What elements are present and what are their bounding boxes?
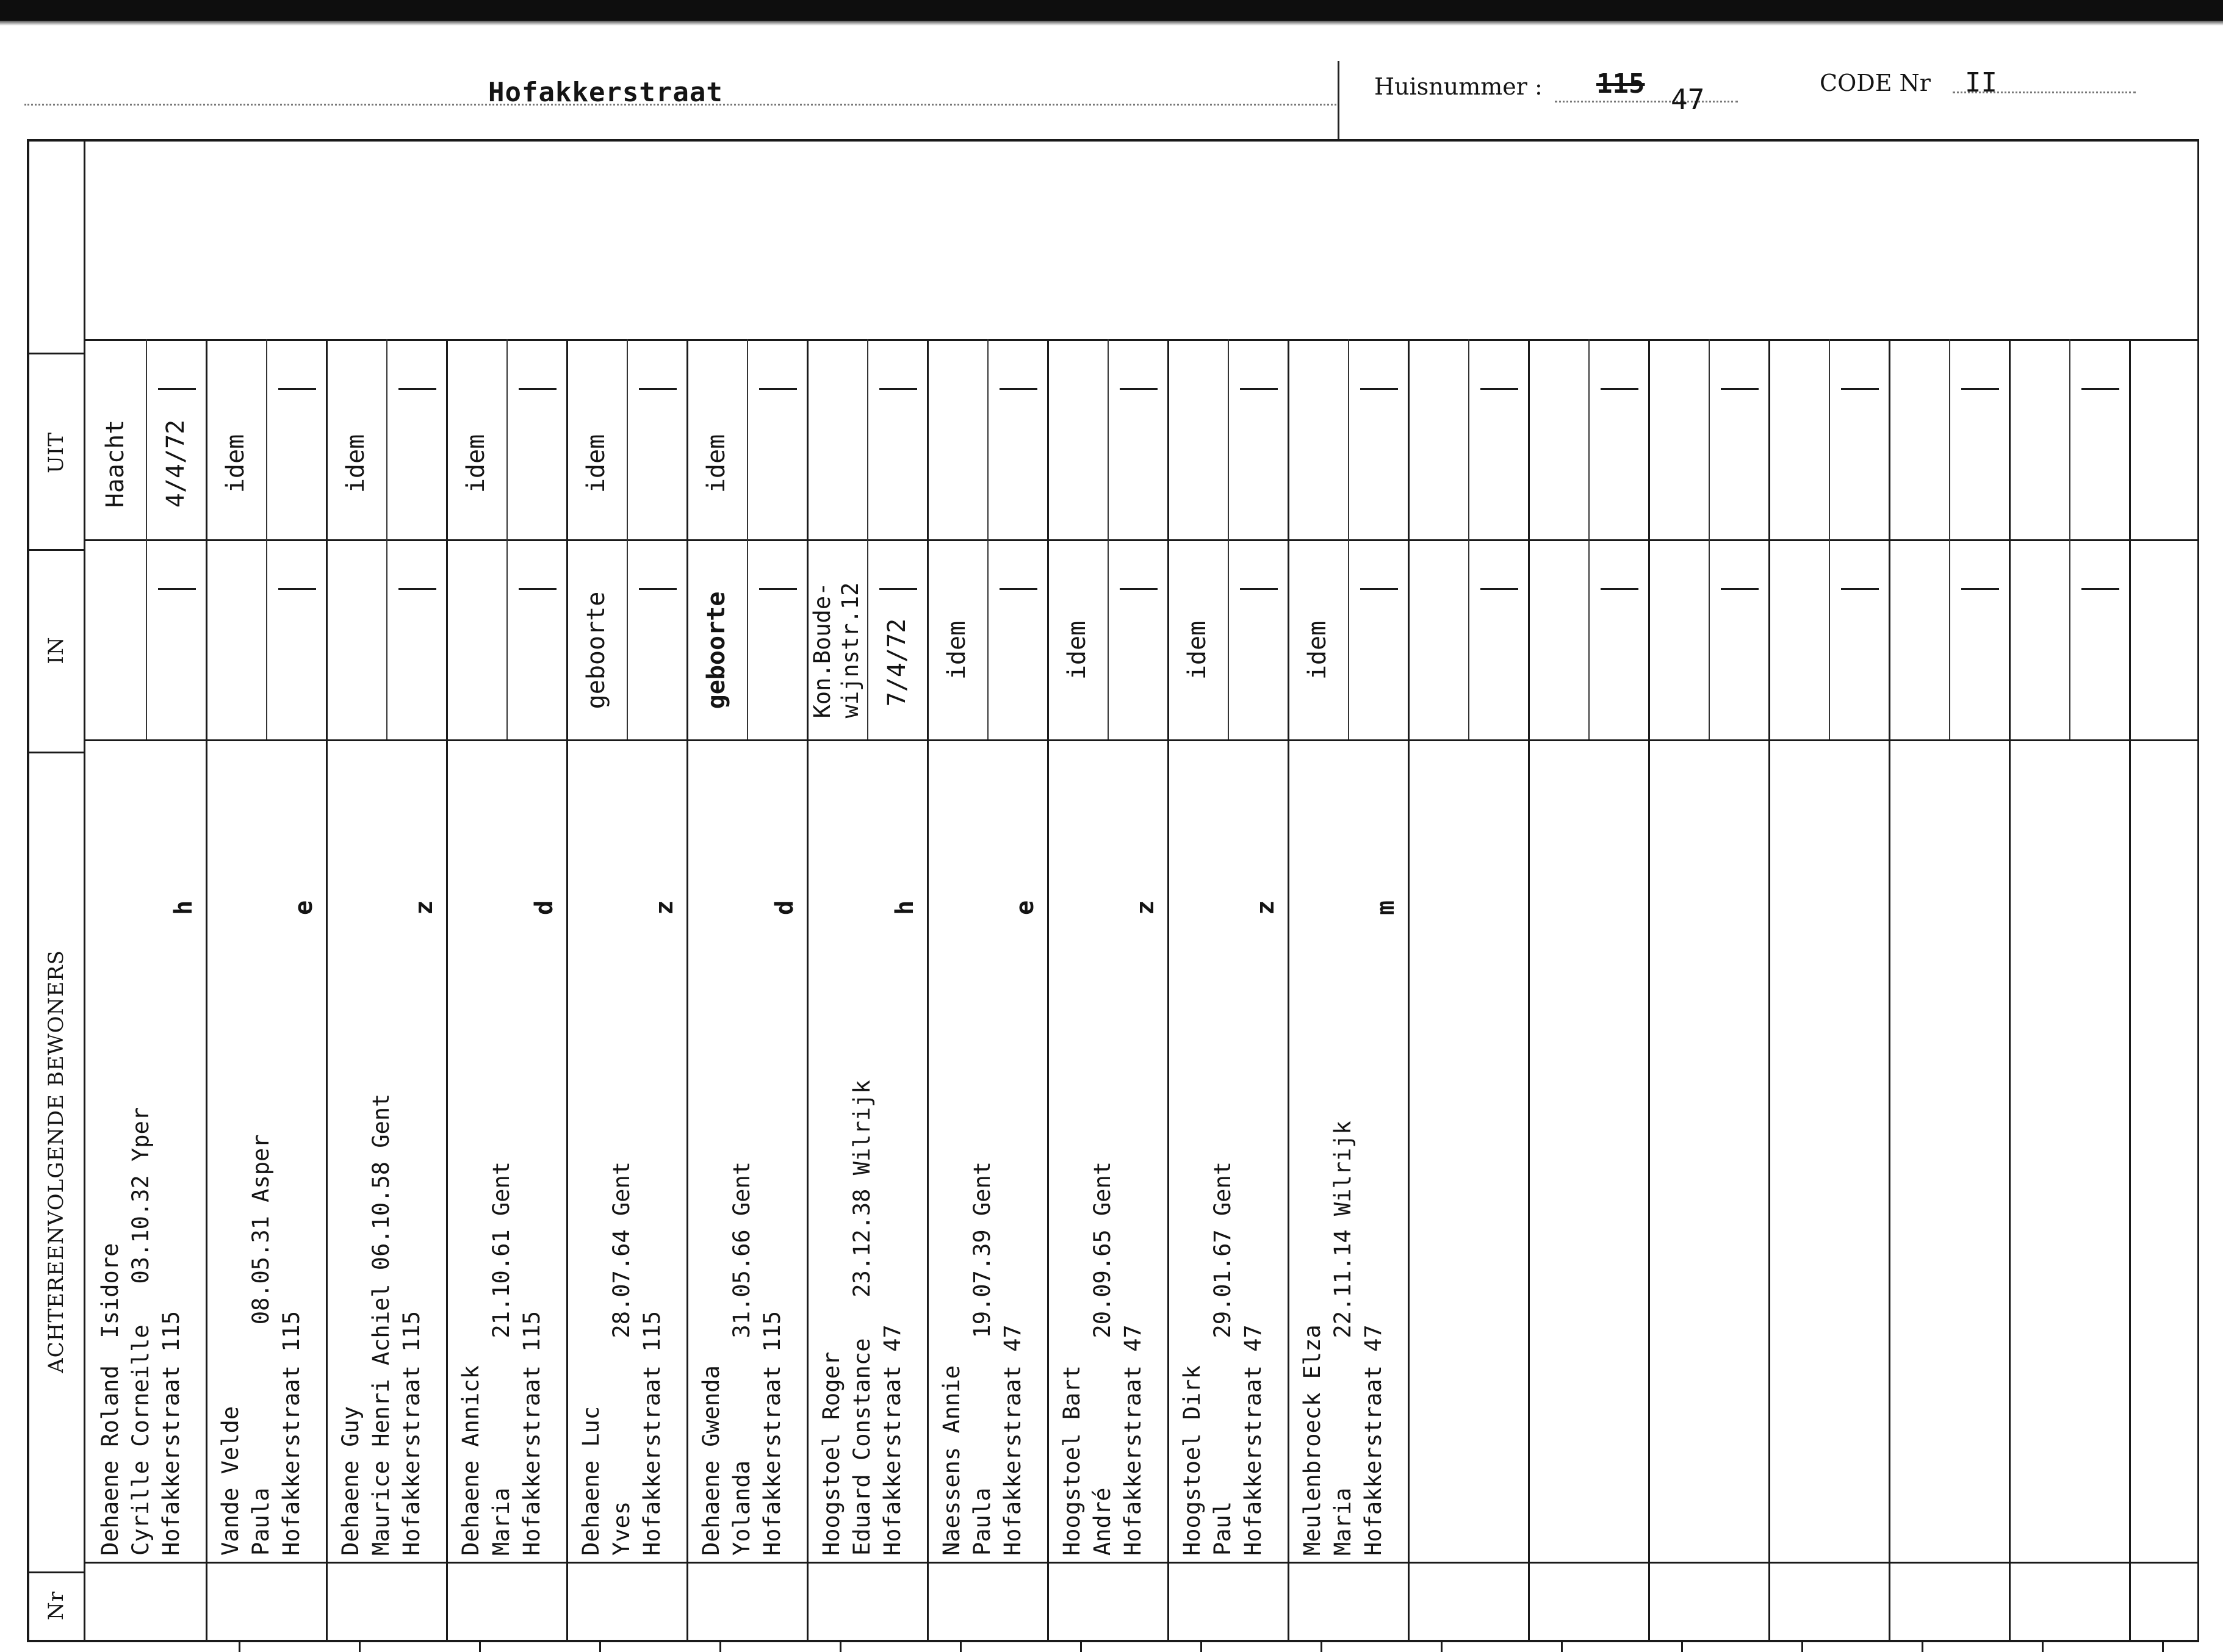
column-divider: [1648, 339, 1650, 1640]
resident-mark: z: [1131, 900, 1159, 916]
in-date: 7/4/72: [882, 618, 911, 707]
empty-dash: [1120, 588, 1158, 590]
uit-place: idem: [462, 434, 491, 494]
empty-dash: [879, 588, 917, 590]
half-divider: [1468, 339, 1469, 739]
resident-line: Maurice Henri Achiel 06.10.58 Gent: [367, 1093, 394, 1556]
resident-line: Hofakkerstraat 47: [1360, 1324, 1386, 1556]
resident-line: Hofakkerstraat 47: [879, 1324, 906, 1556]
half-divider: [506, 339, 508, 739]
in-place: geboorte: [582, 591, 611, 709]
label-rule-nr: [27, 1571, 85, 1573]
in-place: idem: [943, 620, 971, 680]
column-divider: [1167, 339, 1169, 1640]
empty-dash: [398, 388, 436, 390]
resident-line: Hoogstoel Dirk: [1178, 1365, 1205, 1556]
resident-line: Hofakkerstraat 115: [398, 1311, 425, 1556]
half-divider: [867, 339, 868, 739]
empty-dash: [1360, 588, 1398, 590]
bottom-tick: [479, 1642, 481, 1652]
label-rule-residents: [27, 752, 85, 753]
column-divider: [807, 339, 809, 1640]
resident-mark: h: [170, 900, 198, 916]
resident-mark: z: [410, 900, 438, 916]
half-divider: [386, 339, 387, 739]
empty-dash: [1961, 588, 1999, 590]
resident-entry: [937, 763, 1028, 1556]
resident-mark: m: [1372, 900, 1400, 916]
resident-entry: [215, 763, 307, 1556]
code-number-value: II: [1965, 67, 1997, 98]
bottom-tick: [1320, 1642, 1322, 1652]
empty-dash: [1000, 388, 1037, 390]
half-divider: [987, 339, 989, 739]
resident-mark: d: [771, 900, 799, 916]
uit-top-rule: [85, 339, 2199, 341]
half-divider: [1949, 339, 1950, 739]
resident-line: Eduard Constance 23.12.38 Wilrijk: [848, 1080, 875, 1556]
resident-line: Dehaene Luc: [577, 1406, 604, 1556]
empty-dash: [2081, 588, 2119, 590]
resident-entry: [336, 763, 427, 1556]
empty-dash: [1240, 388, 1278, 390]
column-divider: [1047, 339, 1049, 1640]
resident-line: Paul 29.01.67 Gent: [1209, 1161, 1236, 1556]
column-header-residents: ACHTEREENVOLGENDE BEWONERS: [44, 950, 68, 1373]
uit-place: idem: [342, 434, 370, 494]
column-divider: [326, 339, 328, 1640]
empty-dash: [759, 588, 797, 590]
column-header-in: IN: [44, 636, 68, 664]
scan-top-bar: [0, 0, 2223, 21]
in-place: idem: [1303, 620, 1332, 680]
resident-entry: [816, 763, 908, 1556]
empty-dash: [2081, 388, 2119, 390]
bottom-tick: [960, 1642, 962, 1652]
label-rule-in: [27, 549, 85, 551]
bottom-tick: [359, 1642, 361, 1652]
uit-date: 4/4/72: [161, 419, 190, 508]
empty-dash: [1841, 388, 1879, 390]
form-bottom-rule: [27, 1640, 2199, 1642]
empty-dash: [639, 588, 677, 590]
code-number-label: CODE Nr: [1820, 70, 1931, 96]
resident-line: Hofakkerstraat 47: [999, 1324, 1026, 1556]
resident-line: Vande Velde: [217, 1406, 243, 1556]
bottom-tick: [2162, 1642, 2164, 1652]
empty-dash: [158, 588, 196, 590]
resident-line: Hofakkerstraat 47: [1239, 1324, 1266, 1556]
bottom-tick: [239, 1642, 240, 1652]
bottom-tick: [1801, 1642, 1803, 1652]
resident-line: Hofakkerstraat 115: [758, 1311, 785, 1556]
empty-dash: [759, 388, 797, 390]
resident-mark: z: [1252, 900, 1280, 916]
resident-line: Maria 22.11.14 Wilrijk: [1329, 1121, 1356, 1556]
empty-dash: [1961, 388, 1999, 390]
column-header-uit: UIT: [44, 432, 68, 473]
label-rule-uit: [27, 353, 85, 354]
in-place: idem: [1183, 620, 1212, 680]
scan-top-edge: [0, 21, 2223, 26]
resident-line: Maria 21.10.61 Gent: [488, 1161, 514, 1556]
resident-line: Paula 08.05.31 Asper: [247, 1134, 274, 1556]
resident-line: Hofakkerstraat 115: [157, 1311, 184, 1556]
resident-mark: d: [530, 900, 558, 916]
column-divider: [927, 339, 929, 1640]
half-divider: [1108, 339, 1109, 739]
empty-dash: [639, 388, 677, 390]
empty-dash: [1120, 388, 1158, 390]
half-divider: [266, 339, 267, 739]
uit-place: idem: [582, 434, 611, 494]
empty-dash: [1240, 588, 1278, 590]
resident-mark: h: [891, 900, 919, 916]
column-header-nr: Nr: [44, 1590, 68, 1621]
resident-line: Dehaene Annick: [457, 1365, 484, 1556]
half-divider: [1588, 339, 1590, 739]
column-divider: [206, 339, 207, 1640]
resident-line: Hofakkerstraat 115: [278, 1311, 304, 1556]
in-place: idem: [1063, 620, 1092, 680]
resident-line: Dehaene Gwenda: [697, 1365, 724, 1556]
bottom-tick: [1922, 1642, 1923, 1652]
in-place: geboorte: [702, 591, 731, 709]
column-divider: [1768, 339, 1770, 1640]
resident-line: Hofakkerstraat 115: [638, 1311, 665, 1556]
bottom-tick: [1561, 1642, 1563, 1652]
house-number-new: 47: [1671, 83, 1705, 116]
empty-dash: [398, 588, 436, 590]
bottom-tick: [1681, 1642, 1683, 1652]
column-divider: [566, 339, 568, 1640]
column-divider: [1408, 339, 1410, 1640]
resident-entry: [456, 763, 547, 1556]
resident-line: André 20.09.65 Gent: [1089, 1161, 1115, 1556]
column-divider: [686, 339, 688, 1640]
half-divider: [146, 339, 147, 739]
half-divider: [1348, 339, 1349, 739]
resident-line: Dehaene Roland Isidore: [96, 1243, 123, 1556]
bottom-tick: [840, 1642, 841, 1652]
resident-line: Dehaene Guy: [337, 1406, 364, 1556]
bottom-tick: [599, 1642, 601, 1652]
empty-dash: [1721, 588, 1759, 590]
half-divider: [1709, 339, 1710, 739]
resident-line: Naessens Annie: [938, 1365, 965, 1556]
resident-entry: [576, 763, 668, 1556]
resident-line: Hoogstoel Bart: [1058, 1365, 1085, 1556]
half-divider: [627, 339, 628, 739]
column-divider: [2009, 339, 2011, 1640]
header-divider: [1338, 61, 1339, 140]
uit-place: idem: [222, 434, 250, 494]
bottom-tick: [1200, 1642, 1202, 1652]
in-residents-rule: [85, 739, 2199, 741]
column-divider: [2129, 339, 2131, 1640]
resident-entry: [1297, 763, 1389, 1556]
uit-in-rule: [85, 539, 2199, 541]
uit-place: idem: [702, 434, 731, 494]
resident-mark: e: [290, 900, 318, 916]
column-divider: [446, 339, 448, 1640]
half-divider: [747, 339, 748, 739]
house-number-old: 115: [1596, 68, 1645, 99]
resident-entry: [1057, 763, 1148, 1556]
empty-dash: [158, 388, 196, 390]
bottom-tick: [719, 1642, 721, 1652]
resident-mark: e: [1011, 900, 1039, 916]
column-label-strip: [27, 139, 85, 1641]
uit-place: Haacht: [101, 419, 130, 508]
empty-dash: [1480, 388, 1518, 390]
bottom-tick: [2042, 1642, 2044, 1652]
empty-dash: [278, 588, 316, 590]
in-place: Kon.Boude- wijnstr.12: [809, 582, 864, 719]
resident-line: Paula 19.07.39 Gent: [968, 1161, 995, 1556]
resident-entry: [95, 763, 187, 1556]
column-divider: [1288, 339, 1289, 1640]
house-number-dotted-line: [1555, 101, 1738, 102]
empty-dash: [879, 388, 917, 390]
empty-dash: [1721, 388, 1759, 390]
residents-nr-rule: [85, 1562, 2199, 1564]
bottom-tick: [1441, 1642, 1443, 1652]
resident-line: Meulenbroeck Elza: [1299, 1324, 1325, 1556]
empty-dash: [1601, 588, 1638, 590]
resident-line: Hofakkerstraat 47: [1119, 1324, 1146, 1556]
empty-dash: [1360, 388, 1398, 390]
resident-mark: z: [650, 900, 679, 916]
empty-dash: [1000, 588, 1037, 590]
half-divider: [1829, 339, 1830, 739]
column-divider: [1889, 339, 1890, 1640]
empty-dash: [1601, 388, 1638, 390]
house-number-label: Huisnummer :: [1374, 73, 1543, 100]
resident-line: Cyrille Corneille 03.10.32 Yper: [127, 1107, 154, 1556]
resident-line: Hofakkerstraat 115: [518, 1311, 545, 1556]
column-divider: [1528, 339, 1530, 1640]
empty-dash: [519, 388, 557, 390]
empty-dash: [519, 588, 557, 590]
resident-entry: [1177, 763, 1269, 1556]
half-divider: [1228, 339, 1229, 739]
empty-dash: [278, 388, 316, 390]
resident-line: Hoogstoel Roger: [818, 1351, 845, 1556]
half-divider: [2069, 339, 2070, 739]
resident-entry: [696, 763, 788, 1556]
resident-line: Yolanda 31.05.66 Gent: [728, 1161, 755, 1556]
empty-dash: [1841, 588, 1879, 590]
street-name: Hofakkerstraat: [488, 77, 723, 108]
resident-line: Yves 28.07.64 Gent: [608, 1161, 635, 1556]
bottom-tick: [1080, 1642, 1082, 1652]
empty-dash: [1480, 588, 1518, 590]
